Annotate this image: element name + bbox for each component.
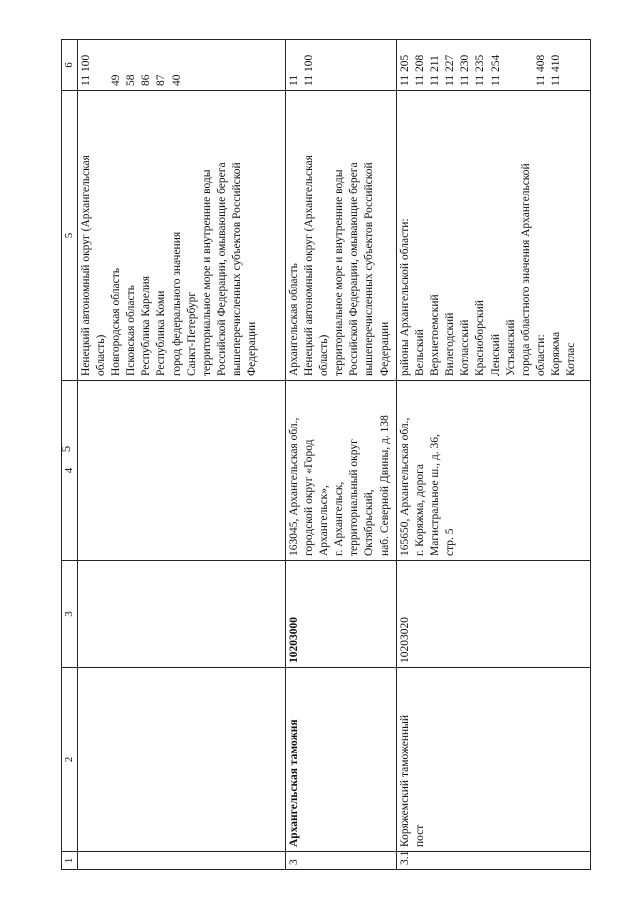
okato-codes: 11 100 49 58 86 87 40 [77,40,285,91]
customs-office-name: Архангельская таможня [285,668,396,852]
column-number: 4 [62,381,78,561]
customs-office-name: Коряжемский таможенный пост [396,668,590,852]
column-number-row [62,40,78,870]
territory-list: районы Архангельской области: Вельский Верхнетоемский Вилегодский Котласский Красноборский Ленский Устьянский города областного значения Архангельской области: Коряжма Котлас [396,91,590,381]
customs-office-address: 165650, Архангельская обл., г. Коряжма, дорога Магистральное ш., д. 36, стр. 5 [396,381,590,561]
customs-office-code: 10203020 [396,561,590,668]
row-number: 3.1 [396,852,590,870]
okato-codes: 11 11 100 [285,40,396,91]
customs-office-name [77,668,285,852]
customs-office-address: 163045, Архангельская обл., городской округ «Город Архангельск», г. Архангельск, территориальный округ Октябрьский, наб. Северной Двины, д. 138 [285,381,396,561]
column-number: 6 [62,40,78,91]
table-row [77,40,285,870]
table-row [396,40,590,870]
okato-codes: 11 205 11 208 11 211 11 227 11 230 11 235 11 254 11 408 11 410 [396,40,590,91]
customs-office-code: 10203000 [285,561,396,668]
row-number: 3 [285,852,396,870]
territory-list: Архангельская область Ненецкий автономный округ (Архангельская область) территориальное море и внутренние воды Российской Федерации, омывающие берега вышеперечисленных субъектов Российской Федерации [285,91,396,381]
row-number [77,852,285,870]
column-number: 5 [62,91,78,381]
territory-list: Ненецкий автономный округ (Архангельская область) Новгородская область Псковская область Республика Карелия Республика Коми город федерального значения Санкт-Петербург территориальное море и внутренние воды Российской Федерации, омывающие берега вышеперечисленных субъектов Российской Федерации [77,91,285,381]
table-row [285,40,396,870]
customs-office-code [77,561,285,668]
customs-table-sheet [61,40,601,870]
column-number: 1 [62,852,78,870]
page-number: 5 [58,445,73,453]
customs-office-address [77,381,285,561]
column-number: 2 [62,668,78,852]
column-number: 3 [62,561,78,668]
customs-table [61,39,591,870]
